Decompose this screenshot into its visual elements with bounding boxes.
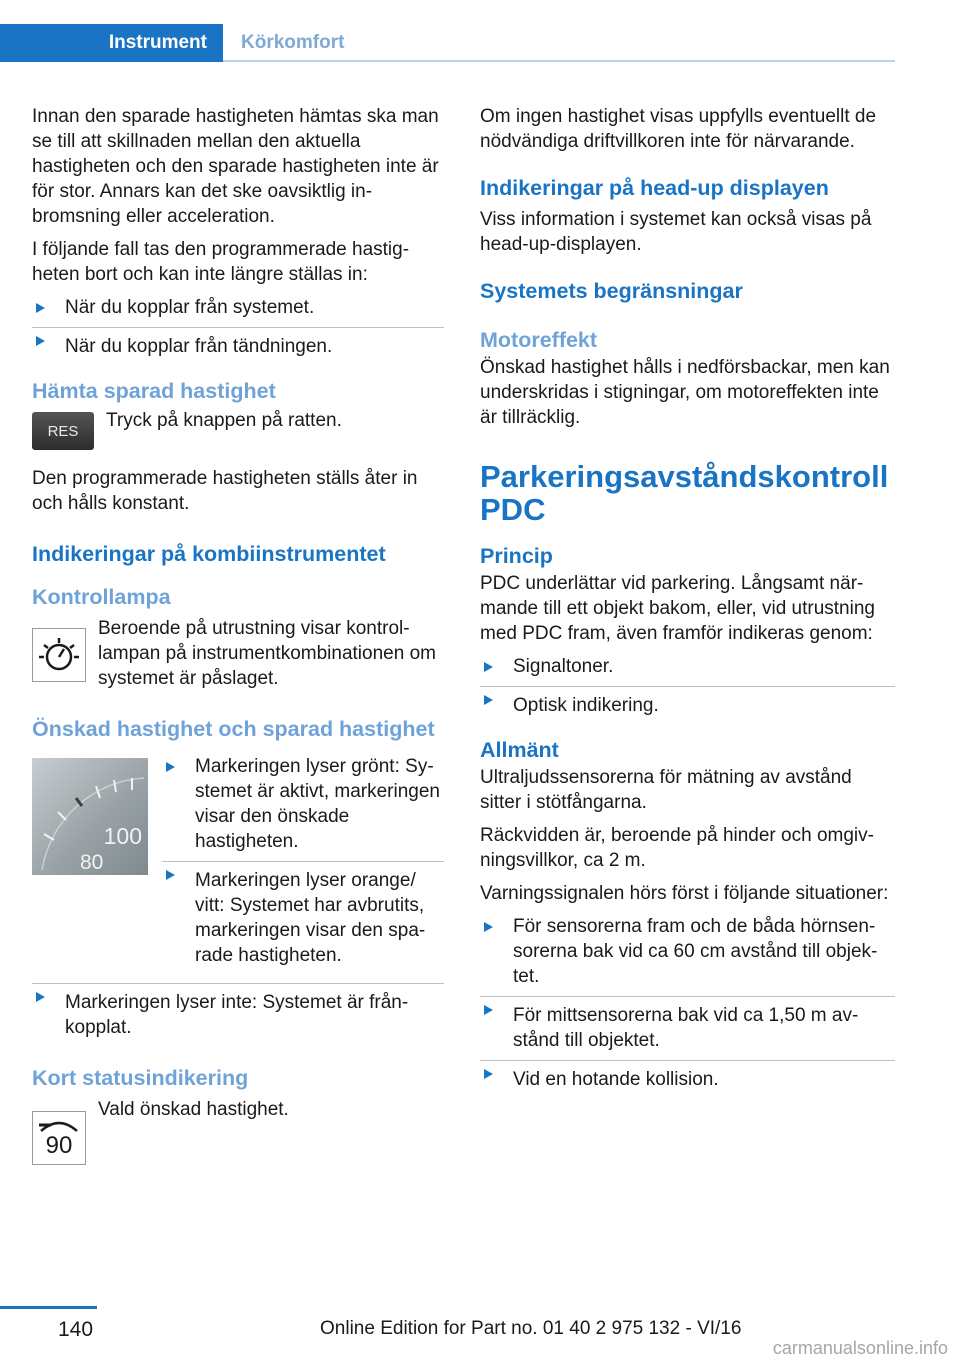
- paragraph: Om ingen hastighet visas uppfylls eventuellt de nödvändiga driftvillkoren inte för närvarande.: [480, 106, 877, 152]
- left-column: [32, 104, 444, 1165]
- kontrollampa-figure: [32, 616, 444, 691]
- footer-rule: [0, 1306, 97, 1309]
- paragraph: Räckvidden är, beroende på hinder och omgivningsvillkor, ca 2 m.: [480, 825, 874, 871]
- bullet-list: [32, 295, 444, 359]
- bullet-list: [480, 654, 895, 718]
- heading-hamta-sparad: Hämta sparad hastighet: [32, 379, 276, 403]
- page-number: 140: [58, 1318, 94, 1341]
- list-item: För sensorerna fram och de båda hörnsensorerna bak vid ca 60 cm avstånd till objektet.: [480, 914, 895, 989]
- bullet-list: [32, 983, 444, 1040]
- list-item: För mittsensorerna bak vid ca 1,50 m avstånd till objektet.: [480, 996, 895, 1053]
- gauge-figure: [32, 758, 444, 983]
- tab-korkomfort[interactable]: Körkomfort: [241, 32, 345, 53]
- list-item: När du kopplar från tändningen.: [32, 327, 444, 359]
- list-item: Markeringen lyser orange/ vitt: Systemet har avbrutits, markeringen visar den sparade hastigheten.: [162, 861, 444, 968]
- list-item: Vid en hotande kollision.: [480, 1060, 895, 1092]
- paragraph: I följande fall tas den programmerade hastigheten bort och kan inte längre ställas in:: [32, 239, 410, 285]
- speed-limit-number: 90: [45, 1132, 73, 1159]
- list-item: Markeringen lyser inte: Systemet är frånkopplat.: [32, 983, 444, 1040]
- list-item: Markeringen lyser grönt: Systemet är aktivt, markeringen visar den önskade hastigheten.: [162, 754, 444, 854]
- paragraph: Innan den sparade hastigheten hämtas ska man se till att skillnaden mellan den aktuella hastigheten och den sparade hastigheten inte är för stor. Annars kan det ske oavsiktlig inbromsning eller acceleration.: [32, 106, 439, 227]
- paragraph: PDC underlättar vid parkering. Långsamt närmande till ett objekt bakom, eller, vid utrustning med PDC fram, även framför indikeras genom:: [480, 573, 875, 644]
- header-tabs: [0, 24, 895, 62]
- heading-begransningar: Systemets begränsningar: [480, 279, 743, 303]
- heading-indikeringar-kombi: Indikeringar på kombiinstrumentet: [32, 542, 386, 566]
- gauge-label-100: 100: [103, 823, 142, 849]
- bullet-list: [480, 914, 895, 1092]
- watermark: carmanualsonline.info: [772, 1338, 948, 1358]
- tab-instrument[interactable]: Instrument: [0, 24, 223, 62]
- kontrollampa-text: Beroende på utrustning visar kontrollampan på instrumentkombinationen om systemet är påslaget.: [98, 618, 436, 689]
- list-item: Optisk indikering.: [480, 686, 895, 718]
- list-item: Signaltoner.: [480, 654, 895, 679]
- res-caption: Tryck på knappen på ratten.: [106, 410, 342, 431]
- kort-status-figure: [32, 1097, 444, 1165]
- paragraph: Önskad hastighet hålls i nedförsbackar, men kan underskridas i stigningar, om motoreffekten inte är tillräcklig.: [480, 357, 890, 428]
- heading-kontrollampa: Kontrollampa: [32, 585, 171, 609]
- heading-headup: Indikeringar på head-up displayen: [480, 176, 829, 200]
- paragraph: Ultraljudssensorerna för mätning av avstånd sitter i stötfångarna.: [480, 767, 852, 813]
- res-button-image: RES: [32, 412, 94, 450]
- heading-princip: Princip: [480, 544, 553, 568]
- paragraph: Varningssignalen hörs först i följande situationer:: [480, 883, 889, 904]
- gauge-label-80: 80: [80, 851, 104, 874]
- right-column: [480, 104, 895, 1100]
- heading-onskad-hastighet: Önskad hastighet och sparad hastighet: [32, 717, 435, 741]
- speed-limit-icon: [32, 1111, 86, 1165]
- heading-pdc: Parkeringsavståndskontroll PDC: [480, 459, 889, 527]
- list-item: När du kopplar från systemet.: [32, 295, 444, 320]
- speedometer-photo: [32, 758, 148, 875]
- res-figure: [32, 410, 444, 450]
- paragraph: Den programmerade hastigheten ställs åter in och hålls konstant.: [32, 468, 418, 514]
- cruise-control-icon: [32, 628, 86, 682]
- heading-motoreffekt: Motoreffekt: [480, 328, 598, 352]
- online-edition: Online Edition for Part no. 01 40 2 975 132 - VI/16: [320, 1318, 742, 1339]
- heading-allmant: Allmänt: [480, 738, 559, 762]
- header-divider: [223, 60, 895, 62]
- marker-bullets: [162, 754, 444, 975]
- kort-status-text: Vald önskad hastighet.: [98, 1099, 289, 1120]
- paragraph: Viss information i systemet kan också visas på head-up-displayen.: [480, 209, 872, 255]
- heading-kort-status: Kort statusindikering: [32, 1066, 249, 1090]
